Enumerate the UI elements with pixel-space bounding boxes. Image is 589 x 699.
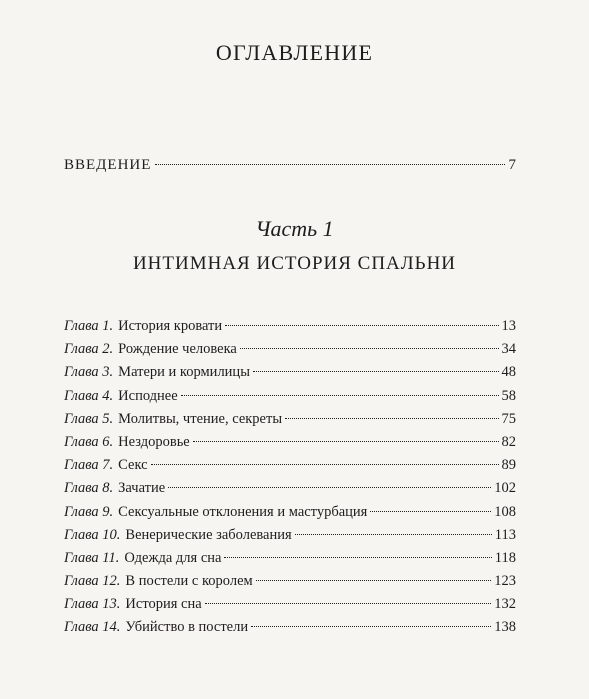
dot-leader xyxy=(205,603,492,604)
toc-entry xyxy=(64,318,516,341)
intro-label: ВВЕДЕНИЕ xyxy=(64,157,152,173)
chapter-number: Глава 11. xyxy=(64,549,120,566)
chapter-title: История кровати xyxy=(118,318,223,334)
page-number: 82 xyxy=(501,433,516,450)
toc-entry xyxy=(64,527,516,550)
page-number: 13 xyxy=(501,318,516,334)
toc-intro-entry xyxy=(64,157,516,174)
intro-page-number: 7 xyxy=(508,157,516,173)
chapter-title: Матери и кормилицы xyxy=(118,364,250,381)
dot-leader xyxy=(370,511,491,512)
dot-leader xyxy=(168,487,491,488)
chapter-number: Глава 2. xyxy=(64,341,114,358)
dot-leader xyxy=(285,418,498,419)
chapter-title: Рождение человека xyxy=(118,341,237,358)
page-number: 102 xyxy=(494,480,516,497)
toc-entry xyxy=(64,457,516,480)
page-number: 138 xyxy=(494,619,516,636)
dot-leader xyxy=(193,441,499,442)
toc-entry xyxy=(64,411,516,434)
chapter-number: Глава 6. xyxy=(64,433,114,450)
dot-leader xyxy=(253,371,499,372)
chapter-title: Исподнее xyxy=(118,387,178,404)
dot-leader xyxy=(224,557,491,558)
part-title: ИНТИМНАЯ ИСТОРИЯ СПАЛЬНИ xyxy=(132,253,457,274)
toc-entry xyxy=(64,434,516,457)
page-number: 113 xyxy=(494,526,516,543)
chapter-number: Глава 8. xyxy=(64,480,114,497)
chapter-number: Глава 7. xyxy=(64,457,114,474)
page-number: 118 xyxy=(494,549,516,566)
part-label: Часть 1 xyxy=(255,216,334,241)
chapter-number: Глава 1. xyxy=(64,318,114,334)
dot-leader xyxy=(155,164,504,165)
dot-leader xyxy=(181,395,499,396)
toc-entry xyxy=(64,341,516,364)
chapter-number: Глава 10. xyxy=(64,526,121,543)
chapter-number: Глава 3. xyxy=(64,364,114,381)
chapter-title: Одежда для сна xyxy=(124,549,222,566)
dot-leader xyxy=(225,325,498,326)
chapter-number: Глава 9. xyxy=(64,503,114,520)
chapter-number: Глава 12. xyxy=(64,573,121,590)
chapter-list xyxy=(64,318,516,643)
chapter-title: Убийство в постели xyxy=(125,619,249,636)
dot-leader xyxy=(256,580,492,581)
toc-entry xyxy=(64,480,516,503)
page-number: 75 xyxy=(501,410,516,427)
page-number: 108 xyxy=(494,503,516,520)
toc-entry xyxy=(64,619,516,642)
toc-entry xyxy=(64,573,516,596)
dot-leader xyxy=(151,464,499,465)
toc-entry xyxy=(64,504,516,527)
chapter-number: Глава 14. xyxy=(64,619,121,636)
chapter-title: В постели с королем xyxy=(125,573,253,590)
toc-entry xyxy=(64,364,516,387)
chapter-title: Сексуальные отклонения и мастурбация xyxy=(118,503,368,520)
page-number: 34 xyxy=(501,341,516,358)
chapter-number: Глава 5. xyxy=(64,410,114,427)
dot-leader xyxy=(295,534,492,535)
chapter-title: Нездоровье xyxy=(118,433,190,450)
chapter-number: Глава 13. xyxy=(64,596,121,613)
page-number: 58 xyxy=(501,387,516,404)
dot-leader xyxy=(251,626,491,627)
toc-entry xyxy=(64,596,516,619)
chapter-title: Молитвы, чтение, секреты xyxy=(118,410,283,427)
page-number: 132 xyxy=(494,596,516,613)
toc-entry xyxy=(64,388,516,411)
chapter-number: Глава 4. xyxy=(64,387,114,404)
toc-entry xyxy=(64,550,516,573)
page-number: 89 xyxy=(501,457,516,474)
chapter-title: Секс xyxy=(118,457,148,474)
page-number: 123 xyxy=(494,573,516,590)
chapter-title: Зачатие xyxy=(118,480,166,497)
dot-leader xyxy=(240,348,499,349)
page-number: 48 xyxy=(501,364,516,381)
chapter-title: История сна xyxy=(125,596,202,613)
chapter-title: Венерические заболевания xyxy=(125,526,292,543)
page-title: ОГЛАВЛЕНИЕ xyxy=(215,40,374,65)
